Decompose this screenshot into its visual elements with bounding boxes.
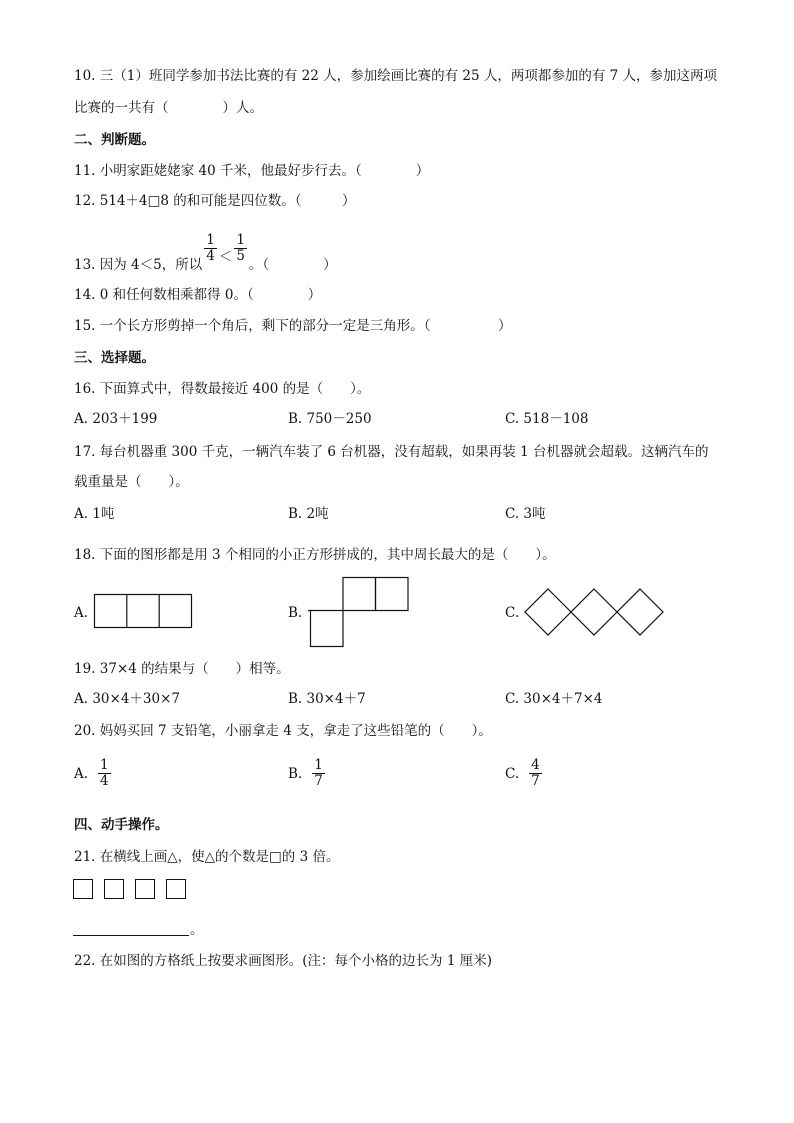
q21-square-2 <box>104 879 124 899</box>
q20-stem: 20. 妈妈买回 7 支铅笔，小丽拿走 4 支，拿走了这些铅笔的（ ）。 <box>74 723 492 739</box>
q13-fraction-1 <box>204 233 217 264</box>
q18-stem: 18. 下面的图形都是用 3 个相同的小正方形拼成的，其中周长最大的是（ ）。 <box>74 547 556 563</box>
section-heading-judgement: 二、判断题。 <box>74 132 155 148</box>
q18-option-a-label: A. <box>74 605 89 621</box>
q13-fraction-2 <box>234 233 247 264</box>
q17-line2: 载重量是（ ）。 <box>74 474 189 490</box>
q10-line1: 10. 三（1）班同学参加书法比赛的有 22 人，参加绘画比赛的有 25 人，两项都参加的有 7 人，参加这两项 <box>74 68 718 84</box>
q12: 12. 514＋4□8 的和可能是四位数。（ ） <box>74 193 356 209</box>
q20-option-a-fraction <box>98 758 111 789</box>
q17-option-a: A. 1吨 <box>74 506 115 522</box>
q13 <box>74 228 337 274</box>
q13-f2-num: 1 <box>236 232 245 248</box>
q20-option-c-label: C. <box>505 765 520 782</box>
q21-end-mark: 。 <box>190 922 204 938</box>
q20-option-c-fraction <box>529 758 542 789</box>
q21-square-4 <box>166 879 186 899</box>
q17-line1: 17. 每台机器重 300 千克，一辆汽车装了 6 台机器，没有超载，如果再装 1 台机器就会超载。这辆汽车的 <box>74 444 709 460</box>
q20-option-b-fraction <box>312 758 325 789</box>
q18-shape-a <box>94 594 194 630</box>
q13-f1-num: 1 <box>206 232 215 248</box>
q21-stem: 21. 在横线上画△，使△的个数是□的 3 倍。 <box>74 849 340 865</box>
q20-option-c <box>505 758 544 789</box>
q20-a-num: 1 <box>100 757 109 773</box>
q20-c-den: 7 <box>531 773 540 789</box>
q13-f2-den: 5 <box>236 248 245 264</box>
q20-b-num: 1 <box>314 757 323 773</box>
q10-line2: 比赛的一共有（ ）人。 <box>74 100 263 116</box>
q21-square-1 <box>73 879 93 899</box>
q19-option-c: C. 30×4＋7×4 <box>505 691 603 707</box>
q18-shape-c <box>525 588 667 638</box>
q16-option-a: A. 203＋199 <box>74 411 158 427</box>
q19-option-a: A. 30×4＋30×7 <box>74 691 180 707</box>
q15: 15. 一个长方形剪掉一个角后，剩下的部分一定是三角形。（ ） <box>74 318 512 334</box>
q16-stem: 16. 下面算式中，得数最接近 400 的是（ ）。 <box>74 381 371 397</box>
q20-option-a <box>74 758 113 789</box>
q14: 14. 0 和任何数相乘都得 0。（ ） <box>74 287 322 303</box>
q13-less-than: ＜ <box>218 248 233 265</box>
q19-stem: 19. 37×4 的结果与（ ）相等。 <box>74 661 290 677</box>
q18-option-b-label: B. <box>288 605 303 621</box>
q13-suffix: 。（ ） <box>248 257 337 273</box>
section-heading-choice: 三、选择题。 <box>74 350 155 366</box>
q13-f1-den: 4 <box>206 248 215 264</box>
q20-b-den: 7 <box>314 773 323 789</box>
q18-option-c-label: C. <box>505 605 520 621</box>
q13-prefix: 13. 因为 4＜5，所以 <box>74 257 203 273</box>
q22: 22. 在如图的方格纸上按要求画图形。(注：每个小格的边长为 1 厘米) <box>74 953 492 969</box>
q17-option-b: B. 2吨 <box>288 506 329 522</box>
q17-option-c: C. 3吨 <box>505 506 546 522</box>
q16-option-b: B. 750－250 <box>288 411 372 427</box>
q21-square-3 <box>135 879 155 899</box>
q20-option-b-label: B. <box>288 765 303 782</box>
q19-option-b: B. 30×4＋7 <box>288 691 366 707</box>
q20-option-b <box>288 758 327 789</box>
q11: 11. 小明家距姥姥家 40 千米，他最好步行去。（ ） <box>74 163 430 179</box>
q20-a-den: 4 <box>100 773 109 789</box>
q21-answer-line[interactable] <box>73 935 189 936</box>
q20-option-a-label: A. <box>74 765 89 782</box>
section-heading-hands-on: 四、动手操作。 <box>74 817 169 833</box>
q16-option-c: C. 518－108 <box>505 411 589 427</box>
q18-shape-b <box>308 577 412 649</box>
q20-c-num: 4 <box>531 757 540 773</box>
